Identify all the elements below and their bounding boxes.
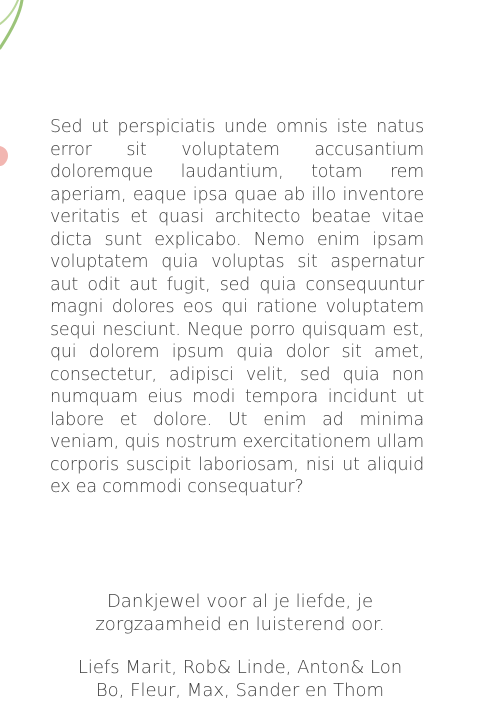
- leaf-decoration-icon: [0, 0, 40, 60]
- thank-you-line-1: Dankjewel voor al je liefde, je: [106, 591, 374, 612]
- body-paragraph: Sed ut perspiciatis unde omnis iste natus error sit voluptatem accusantium doloremque laudantium, totam rem aperiam, eaque ipsa quae ab illo inventore veritatis et quasi architecto beatae vitae dicta sunt explicabo. Nemo enim ipsam voluptatem quia voluptas sit aspernatur aut odit aut fugit, sed quia consequuntur magni dolores eos qui ratione voluptatem sequi nesciunt. Neque porro quisquam est, qui dolorem ipsum quia dolor sit amet, consectetur, adipisci velit, sed quia non numquam eius modi tempora incidunt ut labore et dolore. Ut enim ad minima veniam, quis nostrum exercitationem ullam corporis suscipit laboriosam, nisi ut aliquid ex ea commodi consequatur?: [50, 117, 424, 497]
- signature: [40, 656, 440, 702]
- flower-petal-decoration-icon: [0, 140, 14, 170]
- signature-line-2: Bo, Fleur, Max, Sander en Thom: [95, 680, 385, 701]
- thank-you-line-2: zorgzaamheid en luisterend oor.: [95, 614, 385, 635]
- thank-you-message: [40, 590, 440, 636]
- signature-line-1: Liefs Marit, Rob& Linde, Anton& Lon: [77, 657, 403, 678]
